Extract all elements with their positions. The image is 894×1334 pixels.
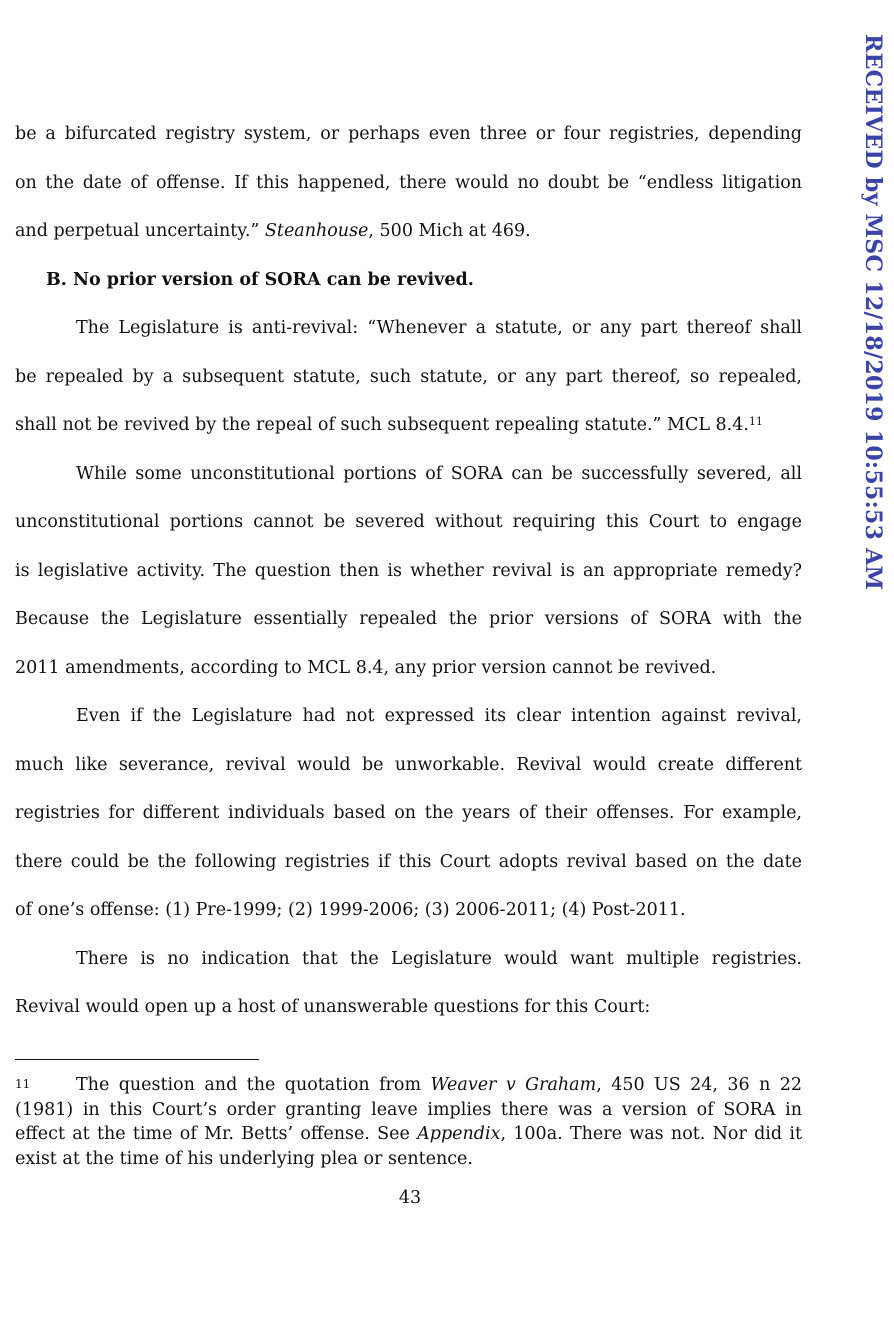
section-heading: B. No prior version of SORA can be revived.: [46, 269, 474, 290]
text-line: registries for different individuals based on the years of their offenses. For example,: [15, 803, 802, 823]
footnote: [15, 1072, 802, 1171]
body-text: [15, 110, 802, 1032]
text-line: is legislative activity. The question then is whether revival is an appropriate remedy?: [15, 560, 802, 581]
footnote-line: (1981) in this Court’s order granting leave implies there was a version of SORA in: [15, 1099, 802, 1120]
appendix-citation: Appendix: [417, 1124, 501, 1144]
text-line: there could be the following registries if this Court adopts revival based on the date: [15, 851, 802, 872]
footnote-reference[interactable]: 11: [748, 415, 763, 428]
text-line: on the date of offense. If this happened, there would no doubt be “endless litigation: [15, 172, 802, 193]
footnote-line: exist at the time of his underlying plea or sentence.: [15, 1148, 473, 1169]
text-line: be a bifurcated registry system, or perhaps even three or four registries, depending: [15, 124, 802, 144]
text-line: and perpetual uncertainty.” Steanhouse, 500 Mich at 469.: [15, 221, 531, 241]
footnote-line: effect at the time of Mr. Betts’ offense. See Appendix, 100a. There was not. Nor did it: [15, 1124, 802, 1144]
case-citation: Steanhouse: [264, 221, 369, 241]
case-citation: Weaver v Graham: [430, 1075, 597, 1095]
text-line: The Legislature is anti-revival: “Whenever a statute, or any part thereof shall: [76, 318, 802, 338]
text-line: shall not be revived by the repeal of such subsequent repealing statute.” MCL 8.4.11: [15, 415, 763, 435]
footnote-number: 11: [15, 1077, 31, 1091]
footnote-line: 11 The question and the quotation from Weaver v Graham, 450 US 24, 36 n 22: [15, 1072, 802, 1098]
text-line: 2011 amendments, according to MCL 8.4, any prior version cannot be revived.: [15, 657, 717, 678]
text-line: Because the Legislature essentially repealed the prior versions of SORA with the: [15, 609, 802, 629]
text-line: There is no indication that the Legislature would want multiple registries.: [76, 948, 802, 969]
text-line: While some unconstitutional portions of SORA can be successfully severed, all: [76, 463, 802, 484]
page-number: 43: [398, 1188, 422, 1208]
footnote-divider: [15, 1059, 259, 1060]
text-line: much like severance, revival would be unworkable. Revival would create different: [15, 754, 802, 775]
text-line: of one’s offense: (1) Pre-1999; (2) 1999-2006; (3) 2006-2011; (4) Post-2011.: [15, 900, 686, 920]
text-line: Even if the Legislature had not expressed its clear intention against revival,: [76, 706, 802, 726]
text-line: Revival would open up a host of unanswerable questions for this Court:: [15, 997, 651, 1017]
text-line: unconstitutional portions cannot be severed without requiring this Court to engage: [15, 512, 802, 532]
text-line: be repealed by a subsequent statute, such statute, or any part thereof, so repealed,: [15, 366, 802, 387]
received-stamp: RECEIVED by MSC 12/18/2019 10:55:53 AM: [860, 34, 886, 591]
